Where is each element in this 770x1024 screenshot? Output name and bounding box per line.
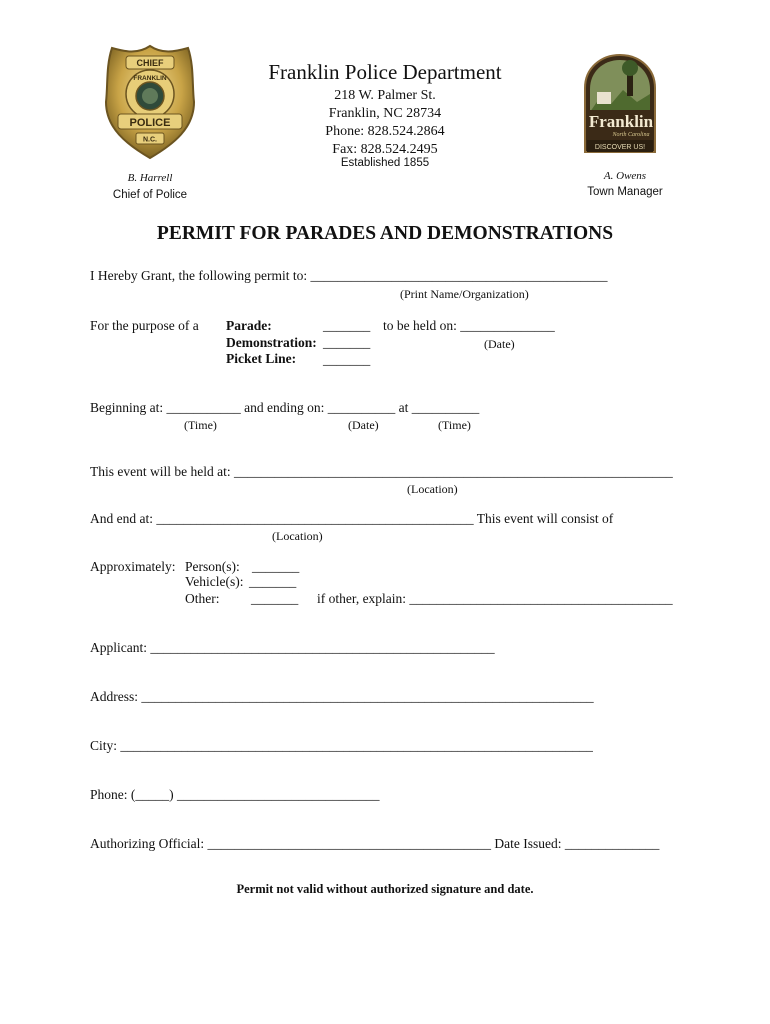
department-title: Franklin Police Department <box>268 60 502 84</box>
beginning-ending-line[interactable]: Beginning at: ___________ and ending on: __________ at __________ <box>90 400 480 415</box>
logo-building <box>597 92 611 104</box>
established-date: Established 1855 <box>340 157 430 169</box>
parade-option: Parade: <box>226 318 272 333</box>
logo-script-text: North Carolina <box>612 132 650 138</box>
logo-name-text: Franklin <box>588 112 654 131</box>
chief-title: Chief of Police <box>112 189 188 201</box>
manager-title: Town Manager <box>587 186 663 198</box>
logo-tagline-text: DISCOVER US! <box>594 144 646 151</box>
parade-blank[interactable]: _______ <box>323 318 371 333</box>
demonstration-option: Demonstration: <box>226 335 317 350</box>
badge-police-text: POLICE <box>129 117 171 129</box>
badge-chief-text: CHIEF <box>136 58 164 68</box>
vehicles-blank[interactable]: _______ <box>249 574 297 589</box>
phone-field[interactable]: Phone: (_____) ______________________________ <box>90 787 380 802</box>
police-badge-logo <box>104 44 196 160</box>
form-title: PERMIT FOR PARADES AND DEMONSTRATIONS <box>156 223 614 244</box>
other-label: Other: <box>185 591 220 606</box>
approximately-label: Approximately: <box>90 559 176 574</box>
persons-label: Person(s): <box>185 559 240 574</box>
badge-franklin-text: FRANKLIN <box>133 75 167 82</box>
department-city: Franklin, NC 28734 <box>328 106 442 121</box>
other-blank[interactable]: _______ <box>251 591 299 606</box>
picket-line-blank[interactable]: _______ <box>323 352 371 367</box>
persons-blank[interactable]: _______ <box>252 559 300 574</box>
grant-hint: (Print Name/Organization) <box>400 287 529 301</box>
address-field[interactable]: Address: ___________________________________________________________________ <box>90 689 594 704</box>
other-explain-field[interactable]: if other, explain: _______________________________________ <box>317 591 673 606</box>
department-fax: Fax: 828.524.2495 <box>332 142 438 157</box>
ending-date-hint: (Date) <box>348 418 379 432</box>
validity-note: Permit not valid without authorized signature and date. <box>236 882 534 896</box>
manager-signature: A. Owens <box>603 170 647 182</box>
ending-time-hint: (Time) <box>438 418 471 432</box>
authorizing-official-field[interactable]: Authorizing Official: __________________________________________ Date Issued: ______________ <box>90 836 660 851</box>
end-location-line[interactable]: And end at: _______________________________________________ This event will consist of <box>90 511 614 526</box>
demonstration-blank[interactable]: _______ <box>323 335 371 350</box>
grant-line[interactable]: I Hereby Grant, the following permit to: ____________________________________________ <box>90 268 608 283</box>
department-phone: Phone: 828.524.2864 <box>325 124 445 139</box>
beginning-time-hint: (Time) <box>184 418 217 432</box>
badge-nc-text: N.C. <box>143 136 157 144</box>
vehicles-label: Vehicle(s): <box>185 574 244 589</box>
event-location-hint: (Location) <box>407 482 458 496</box>
city-field[interactable]: City: ______________________________________________________________________ <box>90 738 593 753</box>
held-on-date-hint: (Date) <box>484 337 515 351</box>
chief-signature: B. Harrell <box>127 172 173 184</box>
end-location-hint: (Location) <box>272 529 323 543</box>
held-on-field[interactable]: to be held on: ______________ <box>383 318 555 333</box>
event-location-line[interactable]: This event will be held at: _________________________________________________________________ <box>90 464 673 479</box>
town-franklin-logo <box>581 52 659 156</box>
department-address: 218 W. Palmer St. <box>334 88 436 103</box>
applicant-field[interactable]: Applicant: ___________________________________________________ <box>90 640 495 655</box>
picket-line-option: Picket Line: <box>226 351 297 366</box>
purpose-label: For the purpose of a <box>90 318 199 333</box>
